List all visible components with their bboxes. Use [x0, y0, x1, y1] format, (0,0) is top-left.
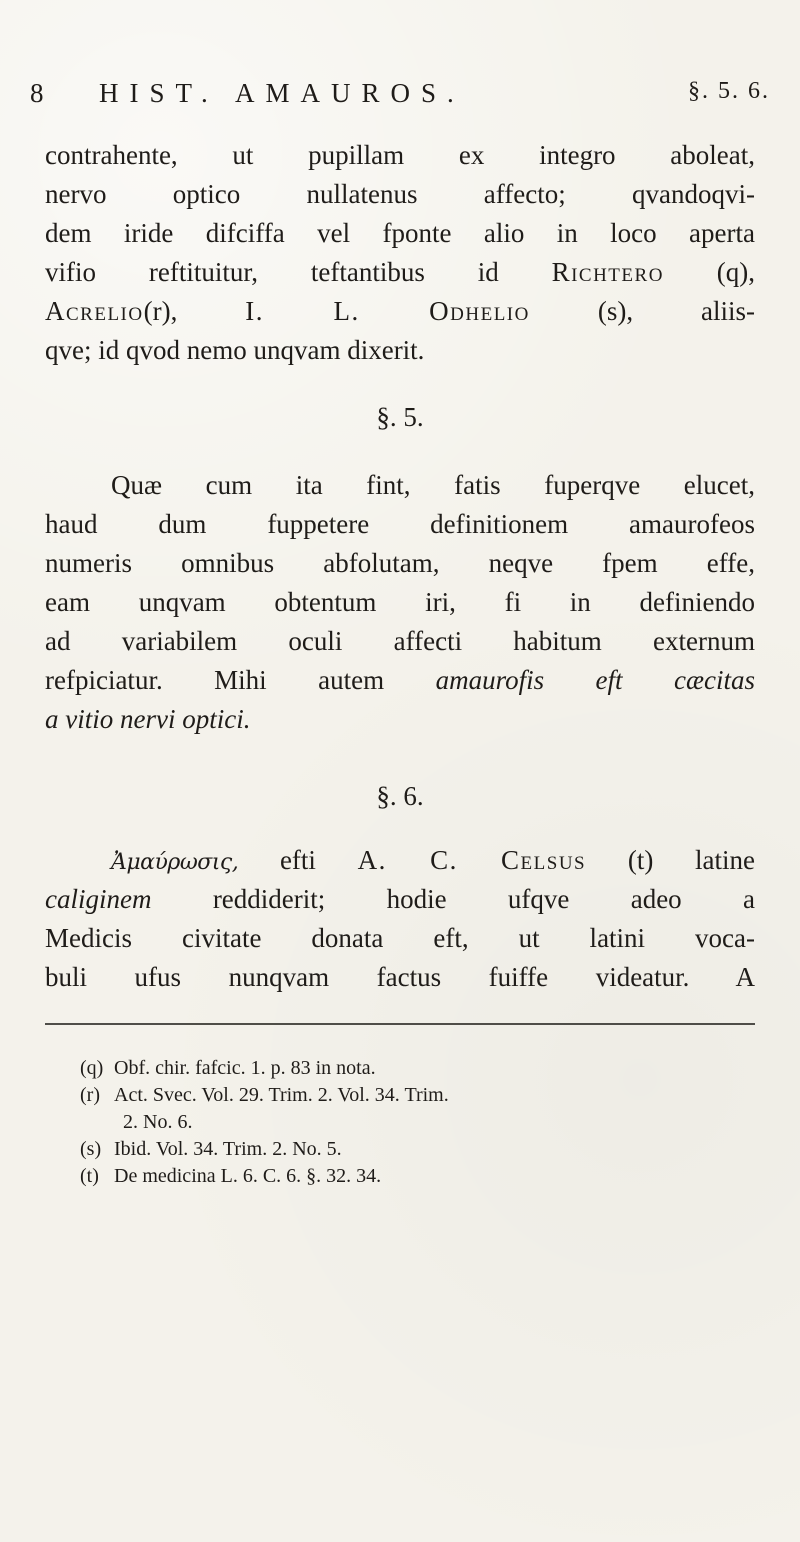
author-name-richter: Richtero	[551, 257, 664, 287]
section-heading-5: §. 5.	[376, 402, 424, 432]
footnote-reference-s: (s), aliis-	[597, 296, 756, 326]
text-line: qve; id qvod nemo unqvam dixerit.	[45, 335, 425, 365]
text-line: numeris omnibus abfolutam, neqve fpem effe,	[45, 548, 755, 578]
text-line: contrahente, ut pupillam ex integro aboleat,	[45, 140, 755, 170]
footnotes	[80, 1055, 750, 1190]
text-line	[45, 880, 755, 919]
footnote-divider	[45, 1023, 755, 1025]
footnote-mark: (s)	[80, 1138, 102, 1160]
text-line: Quæ cum ita fint, fatis fuperqve elucet,	[111, 470, 755, 500]
running-title: HIST. AMAUROS.	[99, 78, 465, 108]
page-number: 8	[30, 78, 44, 108]
author-name-celsus: A. C. Celsus	[357, 845, 587, 875]
text-line: nervo optico nullatenus affecto; qvandoqvi-	[45, 179, 755, 209]
text-line	[45, 841, 755, 880]
main-text	[45, 136, 755, 997]
footnote-text: Act. Svec. Vol. 29. Trim. 2. Vol. 34. Trim.	[114, 1084, 449, 1106]
text-line	[45, 292, 755, 331]
author-name-acrel: Acrelio	[45, 296, 144, 326]
footnote-reference-r: (r),	[143, 296, 246, 326]
footnote-continuation: 2. No. 6.	[123, 1111, 193, 1133]
author-name-odhel: I. L. Odhelio	[245, 296, 530, 326]
text-line	[45, 253, 755, 292]
footnote-text: Obf. chir. fafcic. 1. p. 83 in nota.	[114, 1057, 376, 1079]
text-line: buli ufus nunqvam factus fuiffe videatur. A	[45, 962, 755, 992]
text-line: Medicis civitate donata eft, ut latini voca-	[45, 923, 755, 953]
text-line: dem iride difciffa vel fponte alio in loco aperta	[45, 218, 755, 248]
text-line: haud dum fuppetere definitionem amaurofeos	[45, 509, 755, 539]
footnote	[80, 1136, 750, 1163]
text-fragment: refpiciatur. Mihi autem	[45, 665, 385, 695]
section-reference: §. 5. 6.	[688, 78, 770, 104]
footnote-reference-q: (q),	[716, 257, 756, 287]
text-line: eam unqvam obtentum iri, fi in definiendo	[45, 587, 755, 617]
definition-italic-line: a vitio nervi optici.	[45, 704, 251, 734]
footnote	[80, 1163, 750, 1190]
italic-word: caliginem	[45, 884, 152, 914]
text-fragment: efti	[279, 845, 316, 875]
definition-italic: amaurofis eft cæcitas	[435, 665, 755, 695]
footnote-text: Ibid. Vol. 34. Trim. 2. No. 5.	[114, 1138, 342, 1160]
footnote	[80, 1055, 750, 1082]
footnote-mark: (q)	[80, 1057, 104, 1079]
text-fragment: reddiderit; hodie ufqve adeo a	[212, 884, 755, 914]
footnote-reference-t: (t) latine	[627, 845, 755, 875]
text-fragment: vifio reftituitur, teftantibus id	[45, 257, 499, 287]
footnote-mark: (r)	[80, 1084, 100, 1106]
section-heading-6: §. 6.	[376, 781, 424, 811]
greek-word: Ἀμαύρωσις,	[111, 850, 239, 875]
footnote	[80, 1082, 750, 1109]
text-line: ad variabilem oculi affecti habitum externum	[45, 626, 755, 656]
footnote-mark: (t)	[80, 1165, 99, 1187]
running-header	[30, 78, 770, 118]
text-line	[45, 661, 755, 700]
footnote-text: De medicina L. 6. C. 6. §. 32. 34.	[114, 1165, 382, 1187]
